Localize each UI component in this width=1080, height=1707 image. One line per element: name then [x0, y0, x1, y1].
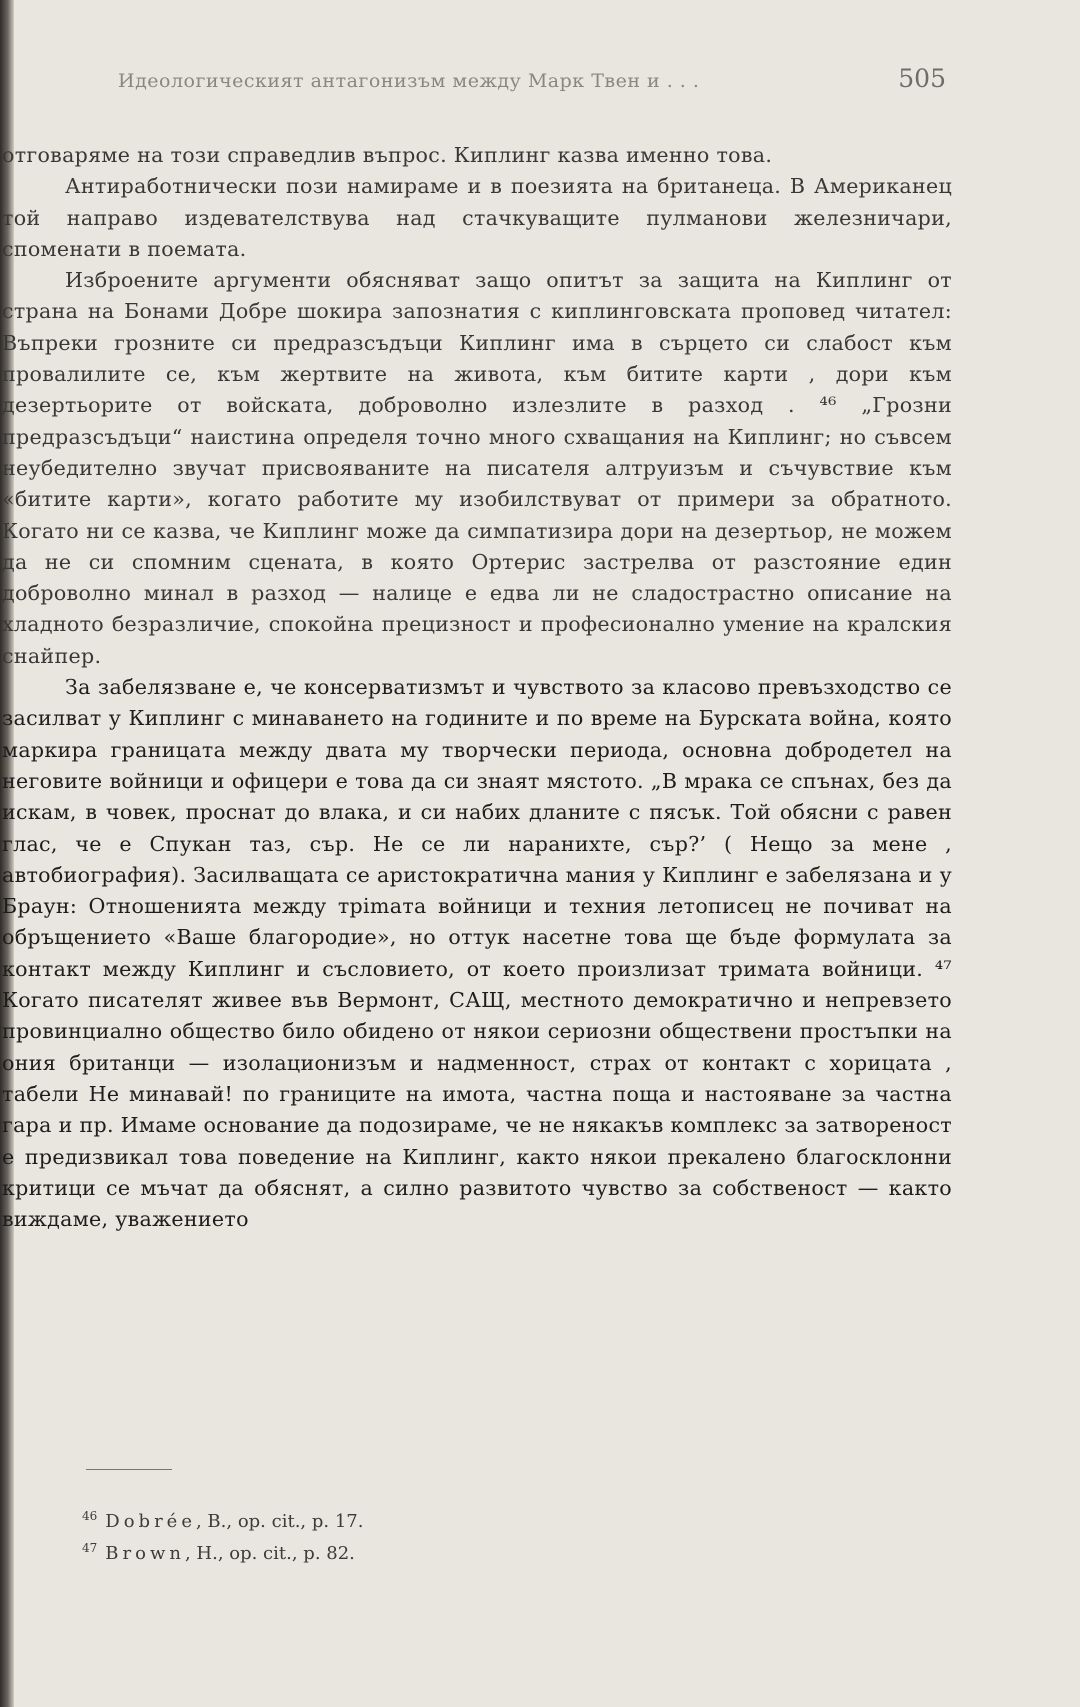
- paragraph-2: Антиработнически пози намираме и в поезията на британеца. В Американец той направо издевателствува над стачкуващите пулманови железничари, споменати в поемата.: [2, 174, 952, 261]
- footnote-number: 46: [82, 1509, 98, 1523]
- paragraph-3: Изброените аргументи обясняват защо опитът за защита на Киплинг от страна на Бонами Добре шокира запознатия с киплинговската проповед читател: Въпреки грозните си предразсъдъци Киплинг има в сърцето си слабост към провалилите се, към жертвите на живота, към битите карти , дори към дезертьорите от войската, доброволно излезлите в разход . ⁴⁶ „Грозни предразсъдъци“ наистина определя точно много схващания на Киплинг; но съвсем неубедително звучат присвояваните на писателя алтруизъм и съчувствие към «битите карти», когато работите му изобилствуват от примери за обратното. Когато ни се казва, че Киплинг може да симпатизира дори на дезертьор, не можем да не си спомним сцената, в която Ортерис застрелва от разстояние един доброволно минал в разход — налице е едва ли не сладострастно описание на хладното безразличие, спокойна прецизност и професионално умение на кралския снайпер.: [2, 268, 952, 668]
- paragraph-4: За забелязване е, че консерватизмът и чувството за класово превъзходство се засилват у Киплинг с минаването на годините и по време на Бурската война, която маркира границата между двата му творчески периода, основна добродетел на неговите войници и офицери е това да си знаят мястото. „В мрака се спънах, без да искам, в човек, проснат до влака, и си набих дланите с пясък. Той обясни с равен глас, че е Спукан таз, сър. Не се ли наранихте, сър?’ ( Нещо за мене , автобиография). Засилващата се аристократична мания у Киплинг е забелязана и у Браун: Отношенията между трimата войници и техния летописец не почиват на обръщението «Ваше благородие», но оттук насетне това ще бъде формулата за контакт между Киплинг и съсловието, от което произлизат тримата войници. ⁴⁷ Когато писателят живее във Вермонт, САЩ, местното демократично и непревзето провинциално общество било обидено от някои сериозни обществени простъпки на ония британци — изолационизъм и надменност, страх от контакт с хорицата , табели Не минавай! по границите на имота, частна поща и настояване за частна гара и пр. Имаме основание да подозираме, че не някакъв комплекс за затвореност е предизвикал това поведение на Киплинг, както някои прекалено благосклонни критици се мъчат да обяснят, а силно развитото чувство за собственост — както виждаме, уважението: [2, 675, 952, 1232]
- footnote-number: 47: [82, 1541, 98, 1555]
- footnote-divider: [86, 1469, 172, 1470]
- body-text: [2, 140, 952, 1235]
- page-number: 505: [898, 64, 946, 93]
- footnote-reference: , B., op. cit., p. 17.: [195, 1511, 364, 1532]
- running-head: Идеологическият антагонизъм между Марк Твен и . . .: [118, 70, 700, 92]
- paragraph-1: отговаряме на този справедлив въпрос. Киплинг казва именно това.: [2, 143, 773, 167]
- footnote-47: [82, 1535, 782, 1567]
- footnote-reference: , H., op. cit., p. 82.: [184, 1543, 355, 1564]
- footnote-author: Dobrée: [105, 1511, 196, 1532]
- page-header: [118, 62, 946, 102]
- footnotes: [82, 1503, 782, 1567]
- footnote-46: [82, 1503, 782, 1535]
- footnote-author: Brown: [105, 1543, 185, 1564]
